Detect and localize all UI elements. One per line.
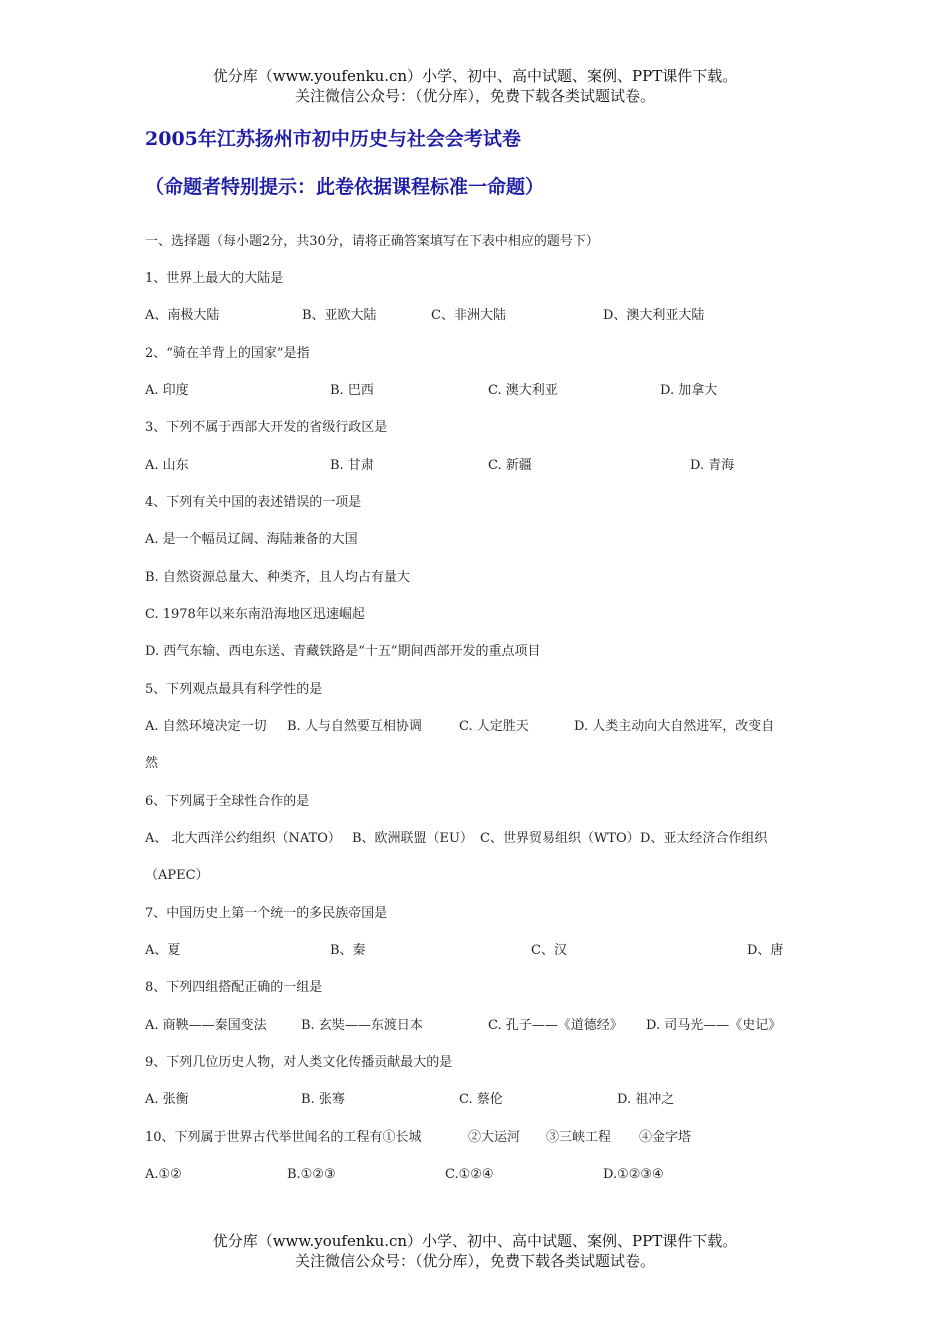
q7-option-b: B、秦 xyxy=(330,943,366,958)
q1-option-d: D、澳大利亚大陆 xyxy=(603,308,705,323)
q9-option-b: B. 张骞 xyxy=(301,1092,345,1107)
q5-option-c: C. 人定胜天 xyxy=(459,719,529,734)
footer-line-2: 关注微信公众号：（优分库），免费下载各类试题试卷。 xyxy=(294,1252,655,1270)
q10-stem-item-3: ③三峡工程 xyxy=(546,1130,612,1145)
question-stem-7: 7、中国历史上第一个统一的多民族帝国是 xyxy=(145,906,388,921)
q7-option-d: D、唐 xyxy=(747,943,784,958)
q5-option-d: D. 人类主动向大自然进军，改变自 xyxy=(574,719,775,734)
question-stem-2: 2、“骑在羊背上的国家”是指 xyxy=(145,346,310,361)
question-stem-6: 6、下列属于全球性合作的是 xyxy=(145,794,310,809)
q10-option-d: D.①②③④ xyxy=(603,1167,664,1182)
q10-option-a: A.①② xyxy=(145,1167,182,1182)
q8-option-c: C. 孔子——《道德经》 xyxy=(488,1018,623,1033)
q5-option-d-continued: 然 xyxy=(145,756,159,771)
section-heading: 一、选择题（每小题2分，共30分，请将正确答案填写在下表中相应的题号下） xyxy=(145,234,599,249)
q6-option-b: B、欧洲联盟（EU） xyxy=(352,831,473,846)
q8-option-d: D. 司马光——《史记》 xyxy=(646,1018,782,1033)
q9-option-a: A. 张衡 xyxy=(145,1092,189,1107)
q3-option-a: A. 山东 xyxy=(145,458,189,473)
question-stem-1: 1、世界上最大的大陆是 xyxy=(145,271,284,286)
q4-option-c: C. 1978年以来东南沿海地区迅速崛起 xyxy=(145,607,365,622)
page-title: 2005年江苏扬州市初中历史与社会会考试卷 xyxy=(145,128,521,150)
q3-option-b: B. 甘肃 xyxy=(330,458,374,473)
q2-option-b: B. 巴西 xyxy=(330,383,374,398)
header-line-2: 关注微信公众号：（优分库），免费下载各类试题试卷。 xyxy=(294,87,655,105)
q10-option-b: B.①②③ xyxy=(287,1167,336,1182)
q6-option-d: D、亚太经济合作组织 xyxy=(640,831,768,846)
q2-option-d: D. 加拿大 xyxy=(660,383,718,398)
q6-option-d-continued: （APEC） xyxy=(145,868,209,883)
q2-option-a: A. 印度 xyxy=(145,383,189,398)
q1-option-b: B、亚欧大陆 xyxy=(302,308,377,323)
question-stem-10: 10、下列属于世界古代举世闻名的工程有①长城 xyxy=(145,1130,422,1145)
q5-option-b: B. 人与自然要互相协调 xyxy=(287,719,422,734)
question-stem-4: 4、下列有关中国的表述错误的一项是 xyxy=(145,495,362,510)
q4-option-a: A. 是一个幅员辽阔、海陆兼备的大国 xyxy=(145,532,358,547)
page-subtitle: （命题者特别提示：此卷依据课程标准一命题） xyxy=(145,176,545,198)
q3-option-d: D. 青海 xyxy=(690,458,735,473)
q6-option-a: A、 北大西洋公约组织（NATO） xyxy=(145,831,341,846)
q1-option-a: A、南极大陆 xyxy=(145,308,220,323)
q5-option-a: A. 自然环境决定一切 xyxy=(145,719,267,734)
q7-option-a: A、夏 xyxy=(145,943,181,958)
q8-option-b: B. 玄奘——东渡日本 xyxy=(301,1018,423,1033)
q6-option-c: C、世界贸易组织（WTO） xyxy=(480,831,640,846)
q9-option-c: C. 蔡伦 xyxy=(459,1092,503,1107)
q9-option-d: D. 祖冲之 xyxy=(617,1092,675,1107)
question-stem-5: 5、下列观点最具有科学性的是 xyxy=(145,682,323,697)
q4-option-d: D. 西气东输、西电东送、青藏铁路是“十五”期间西部开发的重点项目 xyxy=(145,644,541,659)
footer-line-1: 优分库（www.youfenku.cn）小学、初中、高中试题、案例、PPT课件下载。 xyxy=(212,1232,738,1250)
q4-option-b: B. 自然资源总量大、种类齐，且人均占有量大 xyxy=(145,570,410,585)
q3-option-c: C. 新疆 xyxy=(488,458,532,473)
q10-option-c: C.①②④ xyxy=(445,1167,494,1182)
q1-option-c: C、非洲大陆 xyxy=(431,308,506,323)
q10-stem-item-4: ④金字塔 xyxy=(639,1130,692,1145)
question-stem-9: 9、下列几位历史人物，对人类文化传播贡献最大的是 xyxy=(145,1055,453,1070)
q10-stem-item-2: ②大运河 xyxy=(468,1130,521,1145)
header-line-1: 优分库（www.youfenku.cn）小学、初中、高中试题、案例、PPT课件下载。 xyxy=(212,67,738,85)
q2-option-c: C. 澳大利亚 xyxy=(488,383,558,398)
question-stem-3: 3、下列不属于西部大开发的省级行政区是 xyxy=(145,420,388,435)
q8-option-a: A. 商鞅——秦国变法 xyxy=(145,1018,267,1033)
question-stem-8: 8、下列四组搭配正确的一组是 xyxy=(145,980,323,995)
q7-option-c: C、汉 xyxy=(531,943,567,958)
